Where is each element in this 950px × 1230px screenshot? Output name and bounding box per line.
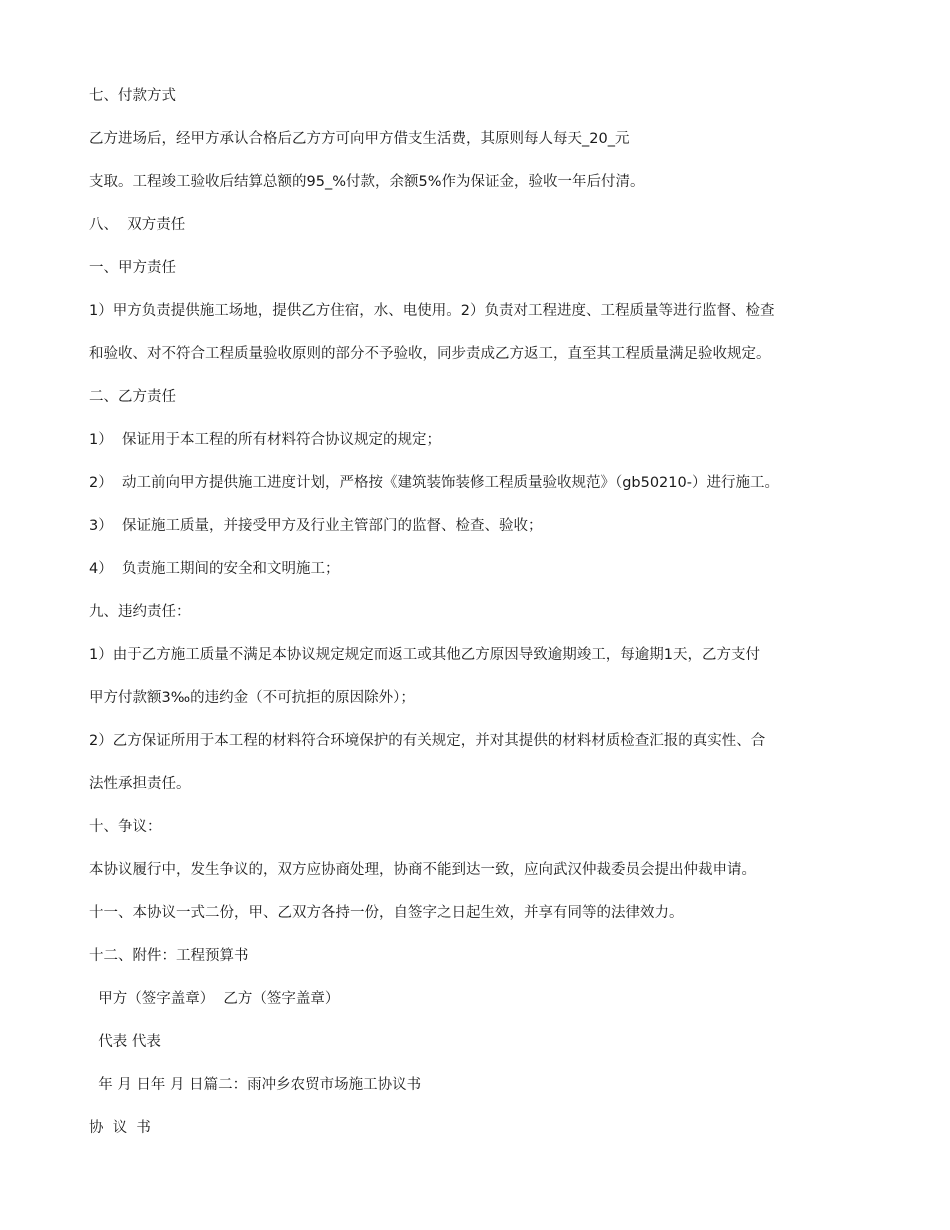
- dispute-paragraph: 本协议履行中，发生争议的，双方应协商处理，协商不能到达一致，应向武汉仲裁委员会提出仲裁申请。: [89, 862, 756, 878]
- payment-paragraph-line-1: 乙方进场后，经甲方承认合格后乙方方可向甲方借支生活费，其原则每人每天_20_元: [89, 131, 630, 147]
- representative-line: 代表 代表: [89, 1034, 161, 1050]
- section-12-heading: 十二、附件：工程预算书: [89, 948, 249, 964]
- party-a-paragraph-line-1: 1）甲方负责提供施工场地，提供乙方住宿，水、电使用。2）负责对工程进度、工程质量等进行监督、检查: [89, 303, 775, 319]
- breach-item-2-line-2: 法性承担责任。: [89, 776, 191, 792]
- party-b-item-3: 3） 保证施工质量，并接受甲方及行业主管部门的监督、检查、验收；: [89, 518, 543, 534]
- party-b-responsibility-heading: 二、乙方责任: [89, 389, 176, 405]
- payment-paragraph-line-2: 支取。工程竣工验收后结算总额的95_%付款，余额5%作为保证金，验收一年后付清。: [89, 174, 645, 190]
- breach-item-2-line-1: 2）乙方保证所用于本工程的材料符合环境保护的有关规定，并对其提供的材料材质检查汇报的真实性、合: [89, 733, 766, 749]
- party-a-responsibility-heading: 一、甲方责任: [89, 260, 176, 276]
- section-7-heading: 七、付款方式: [89, 88, 176, 104]
- party-b-item-1: 1） 保证用于本工程的所有材料符合协议规定的规定；: [89, 432, 441, 448]
- party-b-item-4: 4） 负责施工期间的安全和文明施工；: [89, 561, 340, 577]
- breach-item-1-line-2: 甲方付款额3‰的违约金（不可抗拒的原因除外）；: [89, 690, 415, 706]
- party-b-item-2: 2） 动工前向甲方提供施工进度计划，严格按《建筑装饰装修工程质量验收规范》（gb50210-）进行施工。: [89, 475, 779, 491]
- signature-parties-line: 甲方（签字盖章） 乙方（签字盖章）: [89, 991, 340, 1007]
- party-a-paragraph-line-2: 和验收、对不符合工程质量验收原则的部分不予验收，同步责成乙方返工，直至其工程质量满足验收规定。: [89, 346, 771, 362]
- agreement-title: 协 议 书: [89, 1120, 151, 1136]
- section-9-heading: 九、违约责任：: [89, 604, 191, 620]
- breach-item-1-line-1: 1）由于乙方施工质量不满足本协议规定规定而返工或其他乙方原因导致逾期竣工，每逾期1天，乙方支付: [89, 647, 760, 663]
- section-8-heading: 八、 双方责任: [89, 217, 186, 233]
- section-10-heading: 十、争议：: [89, 819, 162, 835]
- date-line: 年 月 日年 月 日篇二：雨冲乡农贸市场施工协议书: [89, 1077, 422, 1093]
- section-11-paragraph: 十一、本协议一式二份，甲、乙双方各持一份，自签字之日起生效，并享有同等的法律效力。: [89, 905, 684, 921]
